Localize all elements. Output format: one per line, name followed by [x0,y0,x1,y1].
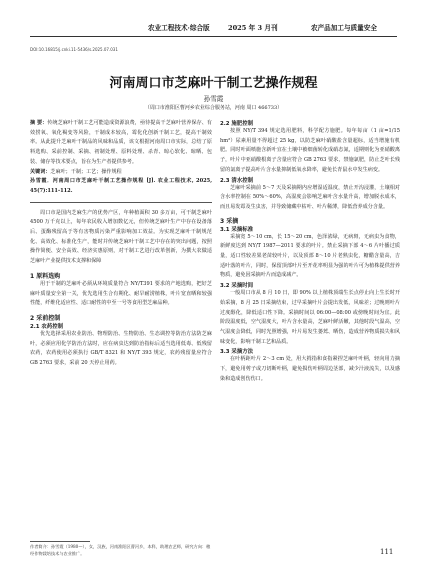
doi: DOI:10.16815/j.cnki.11-5436/s.2025.07.031 [30,47,118,52]
intro-paragraph: 周口市是国内芝麻生产的优势产区，年种植面积 30 多万亩，可干制芝麻叶 4500 万千克以上，每年农民收入增加数亿元，但传统芝麻叶生产中存在设备落后、蛋酶残留高于等有害物质污染严重影响加工效益。为实现芝麻叶干制规范化、高效化、标准化生产，能时并传统芝麻叶干制工艺中存在的突出问题，按照操作简便、安全高效、经济实惠原则，对干制工艺进行改革创新，为撰大农做适芝麻叶产业提供技术支撑和保障 [30,209,212,265]
section-2-1-text: 优先选择采用农业防治、物理防治、生物防治、生态调控等防治方法防芝麻叶，必须应用化学防治方法时，应在病虫达到防治指标后适当选用低毒、低残留农药，农药使用必须执行 GB/T 8321 和 NY/T 393 规定，农药残留量应符合 GB 2763 要求，采前 20 天停止用药。 [30,330,212,367]
journal-section: 农产品加工与质量安全 [311,24,377,32]
abstract [30,119,212,168]
keywords-label: 关键词： [30,168,51,175]
keywords-text: 芝麻叶；干制；工艺；操作规程 [50,168,122,175]
section-2-2-heading: 2.2 施肥控制 [220,121,253,127]
footnote-rule [30,541,90,542]
section-2-heading: 2 采前控制 [30,314,61,322]
keywords [30,168,212,178]
right-column [220,119,400,384]
abstract-text: 传统芝麻叶干制工艺可能造成资源浪费，亟待提高干芝麻叶营养保存、有效捞氧、氧化褐变等风险，干制成本较高，霉化化创新干制工艺，提高干制效率。从此提升芝麻叶干制品的风味和品质，该文根据河南周口市实际，总结了原料选购、采前控制、采摘、初制处理、原料处理、杀青、晾心软化、晾晒、包装、储存等技术要点，旨在为生产者提供参考。 [30,120,212,165]
abstract-divider [30,202,212,203]
section-2-1-heading: 2.1 农药控制 [30,323,63,330]
section-2-3-text: 芝麻叶采摘前 5～7 天及采摘期内应增湿适温度，禁止开沟浸灌，土壤相对含水率控制在 50%～60%，高湿度会影响芝麻叶含水量升高，增加脱水成本，而且易发霉及生虫害，并导致储藏中枯叶、叶片稀薄，降低营养成分含量。 [220,184,400,210]
section-3-3-text: 在叶柄距叶片 2～3 cm 处，用大拇指和食指紧捏芝麻叶叶柄，轻向用力摘下，避免用剪子或刀切断叶柄，避免损伤叶柄周边茎部，减少汁液流失，以及感染和造成创伤伤口。 [220,356,400,382]
page-number: 111 [380,548,394,556]
article-affiliation: （周口市淮阳区曹河乡农业综合服务站，河南 周口 466733） [144,105,283,111]
section-3-3-heading: 3.3 采摘方法 [220,349,253,356]
section-2-3-heading: 2.3 清水控制 [220,177,253,184]
article-title: 河南周口市芝麻叶干制工艺操作规程 [109,76,318,91]
header-rule [30,36,397,37]
section-1-text: 用于干制的芝麻叶必须从环境质量符合 NY/T391 要求的产地选购，把好芝麻叶质量安全第一关，优先选用生合有期化、耐旱耐涝植株，叶片宽直晒和较强性能，纤维化适应性、适口耐性的中至一号等食用型芝麻品种。 [30,280,212,307]
section-3-heading: 3 采摘 [220,217,239,225]
section-1-heading: 1 原料选购 [30,272,61,280]
left-column [30,119,212,369]
section-3-2-heading: 3.2 采摘时间 [220,283,253,290]
section-3-1-text: 采摘宽 5～10 cm，长 15～20 cm，色泽浓绿，无病斑，无病虫为食物，新鲜度达到 NY/T 1987—2011 要求的叶片。禁止采摘下部 4～6 片叶播过质量，适口性较差果老苗较叶片，以及顶部 8～10 片老熟虫化，糖醋含量高，吉适叶落的叶片，同时，保留顶部叶片至开花率明显为强的叶片可为植株提供营养物质，避免因采摘叶片而造成减产。 [220,233,400,279]
abstract-label: 摘 要： [30,120,48,126]
citation: 孙雪霞．河南周口市芝麻叶干制工艺操作规程 [J]. 农业工程技术, 2025, 45(7):111-112. [30,178,212,194]
author-footnote: 作者简介：孙雪霞（1980—），女，汉族，河南淮阳区曹河乡，本科，助理农艺师，研究方向：粮经作物栽培技术与农业推广。 [30,544,211,556]
section-3-1-heading: 3.1 采摘标准 [220,226,253,233]
section-2-2-text: 按照 NY/T 394 规定选用肥料，科学配方施肥。每年每亩（1 亩=1/15 hm²）尿素用量不得超过 25 kg，以防芝麻叶硝酸盐含量超标，适当增施有机肥。同时叶面喷施含新叶宜在土壤中被细菌转化成硝态氮，适期则化为亚硝酸离子，叶片中亚硝酸根离子含量应符合 GB 2763 要求，禁施氯肥，防止芝叶长残留的氯离子提高叶片含水量抑制低氧水降率，避免长青鼠水中发生病变。 [220,128,400,173]
section-3-2-text: 一般周口市从 8 月 10 日，即 90% 以上植株顶端生长点停止向上生长时开始采摘，8 月 25 日采摘结束，过早采摘叶片会提出发低，风味差；过晚则叶片过度醇化，降低适口性下降。采摘时间以 06:00—08:00 或傍晚时间为宜。此阶段温度低，空气湿度大，叶片含水量高，芝麻叶鲜活嫩，其他时段气温高，空气湿度会降低，同时光照增强，叶片易发生萎蔫、晒伤，造成营养物质损失和风味变化，影响干制工艺和品质。 [220,290,400,345]
article-author: 孙雪霞 [203,95,224,103]
journal-name: 农业工程技术·综合版 [148,24,210,32]
journal-issue: 2025 年 3 月刊 [228,24,278,32]
